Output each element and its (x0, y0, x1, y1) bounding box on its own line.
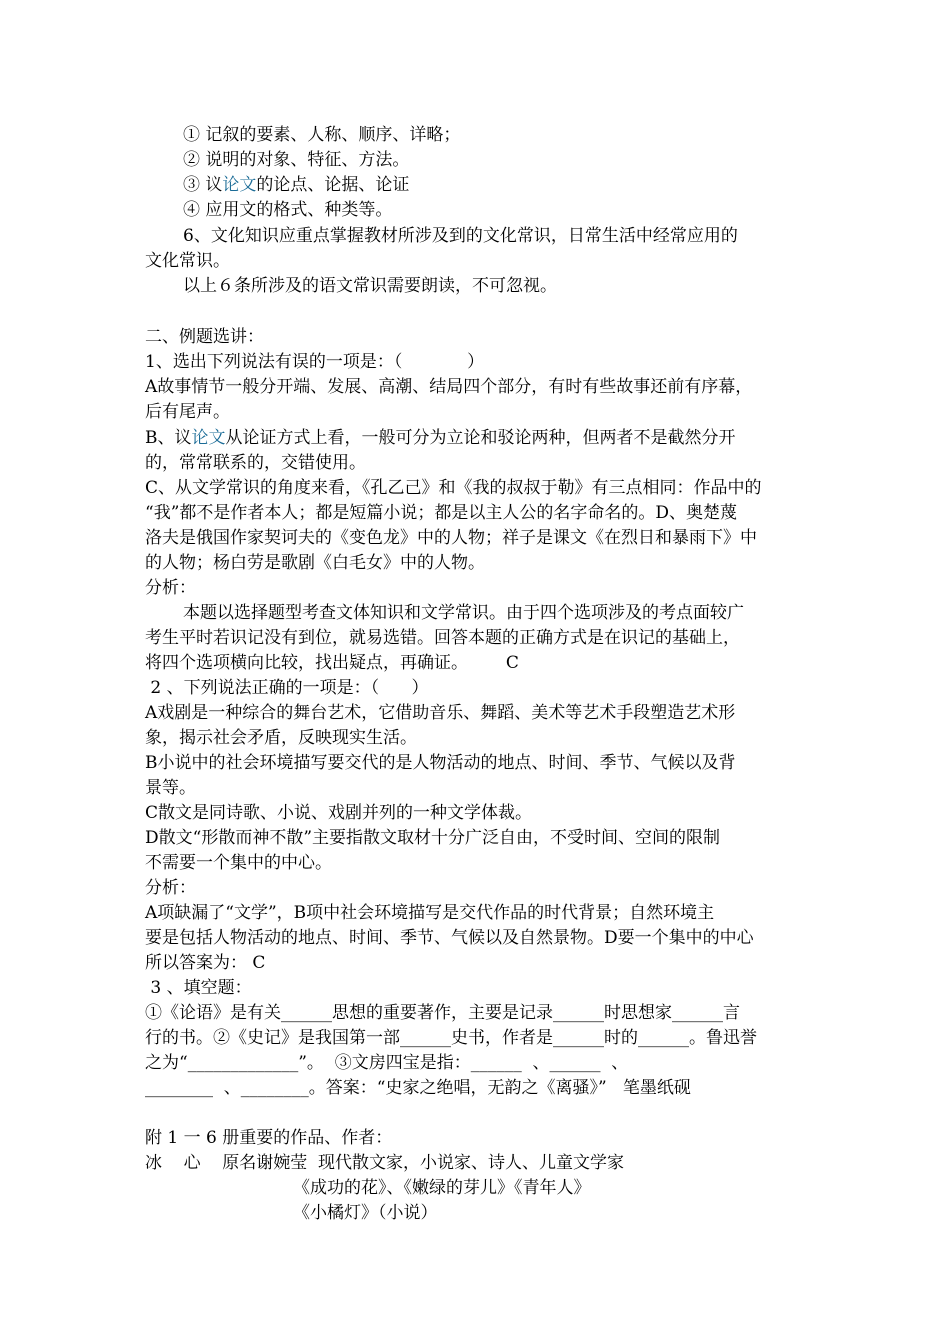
analysis-label: 分析： (145, 878, 196, 898)
text-line: ④ 应用文的格式、种类等。 (183, 200, 393, 220)
text-line: 之为“_____________”。 ③文房四宝是指：______ 、______ 、 (145, 1053, 629, 1073)
text-line: 6、文化知识应重点掌握教材所涉及到的文化常识，日常生活中经常应用的 (183, 226, 738, 246)
text-line: 象，揭示社会矛盾，反映现实生活。 (145, 728, 417, 748)
text-line: 景等。 (145, 778, 196, 798)
text-line: 《成功的花》、《嫩绿的芽儿》《青年人》 (293, 1178, 591, 1198)
question-title: 2 、下列说法正确的一项是：（ ） (145, 678, 429, 698)
text-line: 以上６条所涉及的语文常识需要朗读，不可忽视。 (183, 276, 557, 296)
text-line: ① 记叙的要素、人称、顺序、详略； (183, 125, 461, 145)
text-line: 将四个选项横向比较，找出疑点，再确证。 C (145, 653, 519, 673)
keyword-link[interactable]: 论文 (191, 428, 226, 448)
text-line (145, 426, 736, 450)
text-line: ________ 、________。答案：“史家之绝唱，无韵之《离骚》” 笔墨纸砚 (145, 1078, 691, 1098)
text-line: A项缺漏了“文学”，B项中社会环境描写是交代作品的时代背景；自然环境主 (145, 903, 715, 923)
text-line: “我”都不是作者本人；都是短篇小说；都是以主人公的名字命名的。D、奥楚蔑 (145, 503, 738, 523)
text-line: 要是包括人物活动的地点、时间、季节、气候以及自然景物。D要一个集中的中心 (145, 928, 754, 948)
appendix-heading: 附 1 一 6 册重要的作品、作者： (145, 1128, 393, 1148)
text-line: ② 说明的对象、特征、方法。 (183, 150, 410, 170)
text-line: D散文“形散而神不散”主要指散文取材十分广泛自由，不受时间、空间的限制 (145, 828, 721, 848)
text-line: C、从文学常识的角度来看，《孔乙己》和《我的叔叔于勒》有三点相同：作品中的 (145, 478, 762, 498)
keyword-link[interactable]: 论文 (222, 175, 257, 195)
text-line: 洛夫是俄国作家契诃夫的《变色龙》中的人物；祥子是课文《在烈日和暴雨下》中 (145, 528, 757, 548)
text-line: B小说中的社会环境描写要交代的是人物活动的地点、时间、季节、气候以及背 (145, 753, 736, 773)
text-line: A故事情节一般分开端、发展、高潮、结局四个部分，有时有些故事还前有序幕， (145, 377, 753, 397)
text-segment: 从论证方式上看，一般可分为立论和驳论两种，但两者不是截然分开 (225, 428, 736, 448)
text-segment: ③ 议 (183, 175, 223, 195)
text-line: 文化常识。 (145, 251, 230, 271)
text-line: 不需要一个集中的中心。 (145, 853, 332, 873)
text-line: 行的书。②《史记》是我国第一部______史书，作者是______时的______。鲁迅誉 (145, 1028, 757, 1048)
text-line: A戏剧是一种综合的舞台艺术，它借助音乐、舞蹈、美术等艺术手段塑造艺术形 (145, 703, 736, 723)
text-line: 的人物；杨白劳是歌剧《白毛女》中的人物。 (145, 553, 485, 573)
section-heading: 二、例题选讲： (145, 327, 264, 347)
text-line: 的，常常联系的，交错使用。 (145, 453, 366, 473)
text-line: 考生平时若识记没有到位，就易选错。回答本题的正确方式是在识记的基础上， (145, 628, 740, 648)
text-line: 《小橘灯》（小说） (293, 1203, 438, 1223)
text-line: ①《论语》是有关______思想的重要著作，主要是记录______时思想家______言 (145, 1003, 740, 1023)
text-line: 本题以选择题型考查文体知识和文学常识。由于四个选项涉及的考点面较广 (183, 603, 744, 623)
question-title: 3 、填空题： (145, 978, 252, 998)
text-line: C散文是同诗歌、小说、戏剧并列的一种文学体裁。 (145, 803, 533, 823)
text-segment: B、议 (145, 428, 192, 448)
text-line: 所以答案为： C (145, 953, 266, 973)
text-line (183, 173, 409, 197)
analysis-label: 分析： (145, 578, 196, 598)
text-segment: 的论点、论据、论证 (256, 175, 410, 195)
text-line: 后有尾声。 (145, 402, 230, 422)
question-title: 1、选出下列说法有误的一项是：（ ） (145, 352, 485, 372)
text-line: 冰 心 原名谢婉莹 现代散文家，小说家、诗人、儿童文学家 (145, 1153, 625, 1173)
